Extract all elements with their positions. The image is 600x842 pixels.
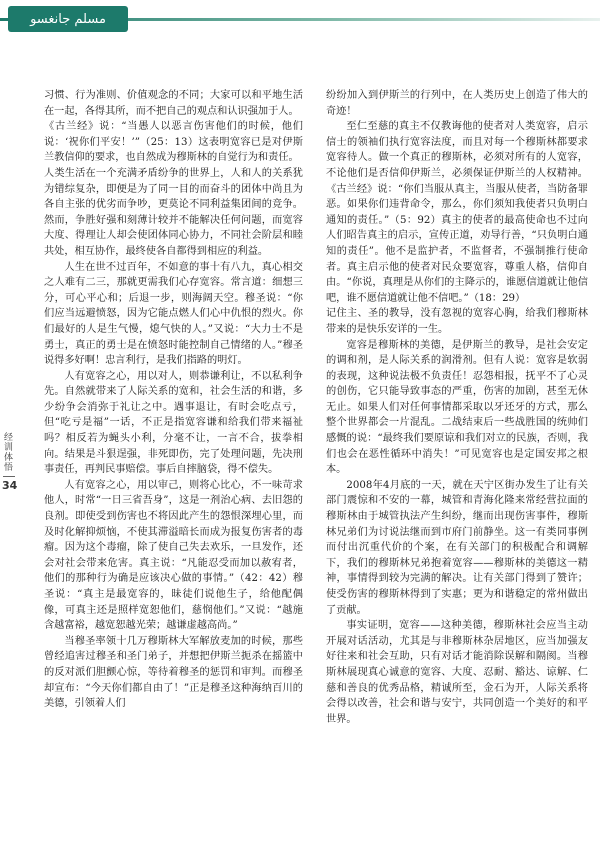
right-column <box>326 88 588 836</box>
paragraph: 人生在世不过百年，不如意的事十有八九，真心相交之人难有二三，那就更需我们心存宽容。常言道：细想三分，可心平心和；后退一步，则海阔天空。穆圣说：“你们应当远避愤怒，因为它能点燃人们心中仇恨的烈火。你们最好的人是生气慢，熄气快的人。”又说：“大力士不是勇士，真正的勇士是在愤怒时能控制自己情绪的人。”穆圣说得多好啊！忠言利行，是我们指路的明灯。 <box>44 261 303 367</box>
paragraph: 宽容是穆斯林的美德，是伊斯兰的教导，是社会安定的调和剂，是人际关系的润滑剂。但有人说：宽容是软弱的表现，这种说法极不负责任！忍怨相报，抚平不了心灵的创伤，它只能导致事态的严重，伤害的加剧，甚至无休无止。如果人们对任何事情都采取以牙还牙的方式，那么整个世界都会一片混乱。二战结束后一些战胜国的统帅们感慨的说：“最终我们要原谅和我们对立的民族，否则，我们也会在恶性循环中消失！”可见宽容也是定国安邦之根本。 <box>326 339 588 476</box>
paragraph: 2008年4月底的一天，就在天宁区街办发生了让有关部门震惊和不安的一幕，城管和青海化隆来常经营拉面的穆斯林由于城管执法产生纠纷，继而出现伤害事件，穆斯林兄弟们为讨说法继而到市府门前静坐。这一有类同事例而付出沉重代价的个案，在有关部门的积极配合和调解下，我们的穆斯林兄弟抱着宽容——穆斯林的美德这一精神，事情得到较为完满的解决。让有关部门得到了赞许；使受伤害的穆斯林得到了实惠；更为和谐稳定的常州做出了贡献。 <box>326 479 588 616</box>
page-sidebar <box>2 432 16 491</box>
sidebar-divider <box>3 476 15 477</box>
paragraph: 人有宽容之心，用以审己，则将心比心，不一味苛求他人，时常“一日三省吾身”，这是一剂治心病、去旧怨的良剂。即使受到伤害也不将因此产生的怨恨深埋心里，而及时化解抑烦恼，不使其滞溢暗长而成为报复伤害者的毒瘤。因为这个毒瘤，除了使自己失去欢乐，一旦发作，还会对社会带来危害。真主说：“凡能忍受而加以赦宥者，他们的那种行为确是应该决心做的事情。”（42：42）穆圣说：“真主是最宽容的，昧徒们说他生子，给他配偶像，可真主还是照样宽恕他们，慈悯他们。”又说：“越施含越富裕，越宽恕越光荣；越谦虚越高尚。” <box>44 479 303 632</box>
paragraph: 人有宽容之心，用以对人，则恭谦利让，不以私利争先。自然就带来了人际关系的宽和，社会生活的和谐，多少纷争会消弥于礼让之中。遇事退让，有时会吃点亏，但“吃亏是福”一话，不正是指宽容谦和给我们带来福祉吗？相反若为蝇头小利，分毫不让，一言不合，拔拳相向。结果是斗狠逞强，非死即伤，完了处理问题，先决刑事责任，再判民事赔偿。事后自摔脑袋，得不偿失。 <box>44 370 303 476</box>
page-number: 34 <box>2 479 18 492</box>
left-column <box>44 88 303 836</box>
paragraph: 习惯、行为准则、价值观念的不同；大家可以和平地生活在一起，各得其所，而不把自己的观点和认识强加于人。 <box>44 90 303 117</box>
paragraph: 记住主、圣的教导，没有忽视的宽容心胸，给我们穆斯林带来的是快乐安详的一生。 <box>326 308 588 335</box>
paragraph: 纷纷加入到伊斯兰的行列中，在人类历史上创造了伟大的奇迹！ <box>326 90 588 117</box>
paragraph: 人类生活在一个充满矛盾纷争的世界上，人和人的关系犹为错综复杂，即便是为了同一目的而奋斗的团体中尚且为各自主张的优劣而争吵，更莫论不同利益集团间的竞争。然而，争胜好强和刻薄计较并不能解决任何问题，而宽容大度、得理让人却会使团体同心协力，不同社会阶层和睦共处，相互协作，最终使各自都得到相应的利益。 <box>44 167 303 257</box>
masthead-title: مسلم جانغسو <box>8 6 128 32</box>
masthead <box>0 0 600 40</box>
paragraph: 当穆圣率领十几万穆斯林大军解放麦加的时候，那些曾经追害过穆圣和圣门弟子，并想把伊斯兰扼杀在摇篮中的反对派们胆颤心惊，等待着穆圣的惩罚和审判。而穆圣却宣布：“今天你们都自由了！”正是穆圣这种海纳百川的美德，引领着人们 <box>44 635 303 710</box>
paragraph: 事实证明，宽容——这种美德，穆斯林社会应当主动开展对话活动，尤其是与非穆斯林杂居地区，应当加强友好往来和社会互助，只有对话才能消除误解和隔阂。当穆斯林展现真心诚意的宽容、大度、忍耐、豁达、谅解、仁慈和善良的优秀品格，精诚所至，金石为开，人际关系将会得以改善，社会和谐与安宁，共同创造一个美好的和平世界。 <box>326 620 588 725</box>
paragraph: 至仁至慈的真主不仅教诲他的使者对人类宽容，启示信士的领袖们执行宽容法度，而且对每一个穆斯林都要求宽容待人。做一个真正的穆斯林，必须对所有的人宽容，不论他们是否信仰伊斯兰，必须保证伊斯兰的人权精神。《古兰经》说：“你们当服从真主，当服从使者，当防备罪恶。如果你们违背命令，那么，你们须知我使者只负明白通知的责任。”（5：92）真主的使者的最高使命也不过向人们昭告真主的启示，宣传正道，劝导行善，“只负明白通知的责任”。他不是监护者，不监督者，不强制推行使命者。真主启示他的使者对民众要宽容，尊重人格，信仰自由。“你说，真理是从你们的主降示的，谁愿信道就让他信吧，谁不愿信道就让他不信吧。”（18：29） <box>326 121 588 304</box>
paragraph: 《古兰经》说：“当愚人以恶言伤害他们的时候，他们说：‘祝你们平安！’”（25：13）这表明宽容已是对伊斯兰教信仰的要求，也自然成为穆斯林的自觉行为和责任。 <box>44 121 303 164</box>
section-label: 经训体悟 <box>2 432 12 472</box>
